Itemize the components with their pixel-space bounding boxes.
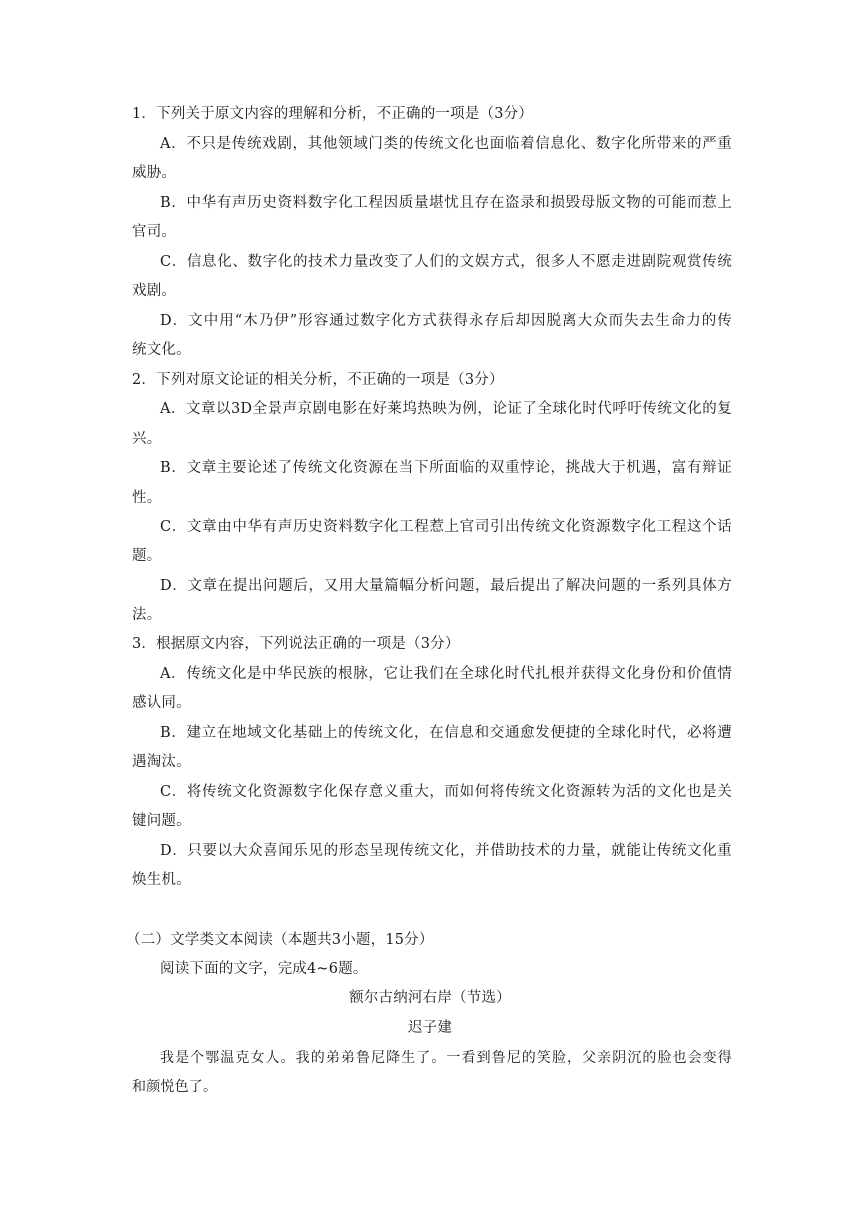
q3-option-a-line1: A．传统文化是中华民族的根脉，它让我们在全球化时代扎根并获得文化身份和价值情 xyxy=(160,666,732,682)
q2-stem: 2．下列对原文论证的相关分析，不正确的一项是（3分） xyxy=(132,372,504,388)
q1-option-a-line2: 威胁。 xyxy=(132,165,177,181)
q3-option-b-line1: B．建立在地域文化基础上的传统文化，在信息和交通愈发便捷的全球化时代，必将遭 xyxy=(160,725,732,741)
section-heading: （二）文学类文本阅读（本题共3小题，15分） xyxy=(126,932,434,948)
q3-option-d-line1: D．只要以大众喜闻乐见的形态呈现传统文化，并借助技术的力量，就能让传统文化重 xyxy=(160,843,732,859)
passage-author: 迟子建 xyxy=(407,1020,453,1036)
q2-option-a-line1: A．文章以3D全景声京剧电影在好莱坞热映为例，论证了全球化时代呼吁传统文化的复 xyxy=(160,401,732,417)
q3-option-b-line2: 遇淘汰。 xyxy=(132,754,191,770)
q1-option-c-line2: 戏剧。 xyxy=(132,283,177,299)
reading-instruction: 阅读下面的文字，完成4~6题。 xyxy=(160,961,368,977)
q3-option-a-line2: 感认同。 xyxy=(132,695,191,711)
q3-option-c-line1: C．将传统文化资源数字化保存意义重大，而如何将传统文化资源转为活的文化也是关 xyxy=(160,784,732,800)
q1-option-b-line1: B．中华有声历史资料数字化工程因质量堪忧且存在盗录和损毁母版文物的可能而惹上 xyxy=(160,195,732,211)
passage-paragraph-line1: 我是个鄂温克女人。我的弟弟鲁尼降生了。一看到鲁尼的笑脸，父亲阴沉的脸也会变得 xyxy=(160,1050,732,1066)
q2-option-d-line2: 法。 xyxy=(132,607,162,623)
q1-option-b-line2: 官司。 xyxy=(132,224,177,240)
q3-option-d-line2: 焕生机。 xyxy=(132,872,191,888)
q2-option-a-line2: 兴。 xyxy=(132,431,162,447)
q1-option-d-line2: 统文化。 xyxy=(132,342,191,358)
passage-title: 额尔古纳河右岸（节选） xyxy=(349,990,511,1006)
q1-stem: 1．下列关于原文内容的理解和分析，不正确的一项是（3分） xyxy=(132,106,534,122)
q2-option-b-line2: 性。 xyxy=(132,490,162,506)
q2-option-c-line1: C．文章由中华有声历史资料数字化工程惹上官司引出传统文化资源数字化工程这个话 xyxy=(160,519,732,535)
passage-paragraph-line2: 和颜悦色了。 xyxy=(132,1079,218,1095)
q1-option-d-line1: D．文中用“木乃伊”形容通过数字化方式获得永存后却因脱离大众而失去生命力的传 xyxy=(160,313,732,329)
q2-option-b-line1: B．文章主要论述了传统文化资源在当下所面临的双重悖论，挑战大于机遇，富有辩证 xyxy=(160,460,732,476)
q1-option-c-line1: C．信息化、数字化的技术力量改变了人们的文娱方式，很多人不愿走进剧院观赏传统 xyxy=(160,254,732,270)
q3-stem: 3．根据原文内容，下列说法正确的一项是（3分） xyxy=(132,636,460,652)
q1-option-a-line1: A．不只是传统戏剧，其他领域门类的传统文化也面临着信息化、数字化所带来的严重 xyxy=(160,136,732,152)
q2-option-d-line1: D．文章在提出问题后，又用大量篇幅分析问题，最后提出了解决问题的一系列具体方 xyxy=(160,578,732,594)
q3-option-c-line2: 键问题。 xyxy=(132,813,191,829)
q2-option-c-line2: 题。 xyxy=(132,548,162,564)
